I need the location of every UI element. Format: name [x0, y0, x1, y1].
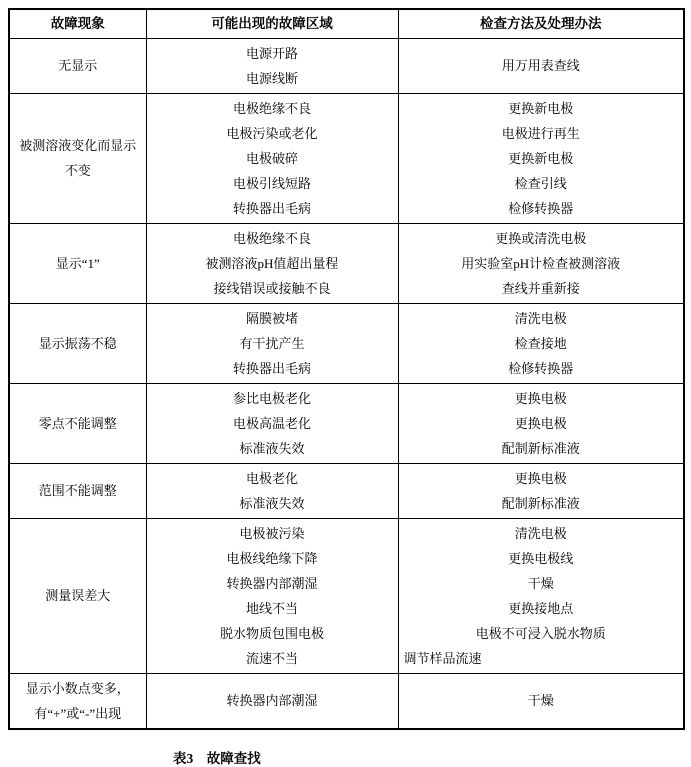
table-row	[9, 93, 684, 223]
areas-cell	[146, 303, 398, 383]
method-item: 配制新标准液	[501, 440, 580, 456]
area-item: 电极破碎	[245, 150, 298, 166]
table-row	[9, 303, 684, 383]
method-item: 更换电极	[514, 415, 567, 431]
area-item: 电极污染或老化	[226, 125, 318, 141]
method-item: 用实验室pH计检查被测溶液	[461, 255, 621, 271]
areas-cell	[146, 518, 398, 673]
method-item: 更换电极线	[508, 550, 574, 566]
phenomenon-cell	[9, 383, 146, 463]
area-item: 电源开路	[245, 45, 298, 61]
area-item: 电极绝缘不良	[232, 230, 311, 246]
phenomenon-text: 零点不能调整	[38, 415, 117, 431]
method-item: 更换或清洗电极	[495, 230, 587, 246]
area-item: 参比电极老化	[232, 390, 311, 406]
area-item: 接线错误或接触不良	[213, 280, 331, 296]
phenomenon-text: 范围不能调整	[38, 483, 117, 498]
methods-cell	[398, 383, 684, 463]
area-item: 地线不当	[245, 600, 298, 616]
method-item: 检修转换器	[508, 360, 574, 376]
table-row	[9, 383, 684, 463]
method-item: 检修转换器	[508, 200, 574, 216]
area-item: 标准液失效	[239, 440, 305, 456]
areas-cell	[146, 383, 398, 463]
method-item: 更换新电极	[508, 150, 574, 166]
area-item: 电极老化	[245, 470, 298, 486]
table-body	[9, 38, 684, 729]
method-item: 清洗电极	[514, 310, 567, 326]
method-item: 干燥	[527, 575, 554, 591]
area-item: 隔膜被堵	[245, 310, 298, 326]
areas-cell	[146, 93, 398, 223]
method-item: 清洗电极	[514, 525, 567, 541]
areas-cell	[146, 38, 398, 93]
method-item: 更换电极	[514, 390, 567, 406]
method-item: 检查引线	[514, 175, 567, 191]
area-item: 被测溶液pH值超出量程	[205, 255, 339, 271]
table-caption: 表3 故障查找	[173, 750, 261, 766]
method-item: 查线并重新接	[501, 280, 580, 296]
area-item: 有干扰产生	[239, 335, 305, 351]
phenomenon-text: 显示振荡不稳	[38, 335, 117, 351]
method-item: 检查接地	[514, 335, 567, 351]
methods-cell	[398, 38, 684, 93]
col-header-phenomenon: 故障现象	[9, 9, 146, 38]
area-item: 标准液失效	[239, 495, 305, 511]
fault-troubleshooting-table	[8, 8, 685, 730]
table-row	[9, 223, 684, 303]
phenomenon-text: 测量误差大	[45, 588, 111, 603]
table-header	[9, 9, 684, 38]
col-header-fault-area: 可能出现的故障区域	[146, 9, 398, 38]
header-row	[9, 9, 684, 38]
phenomenon-cell	[9, 673, 146, 729]
phenomenon-text: 显示“1”	[55, 255, 100, 271]
phenomenon-cell	[9, 303, 146, 383]
area-item: 转换器内部潮湿	[226, 693, 318, 708]
phenomenon-cell	[9, 518, 146, 673]
phenomenon-cell	[9, 223, 146, 303]
area-item: 电极高温老化	[232, 415, 311, 431]
area-item: 电极被污染	[239, 525, 305, 541]
method-item: 更换新电极	[508, 100, 574, 116]
method-item: 更换接地点	[508, 600, 574, 616]
table-row	[9, 38, 684, 93]
area-item: 电极线绝缘下降	[226, 550, 318, 566]
methods-cell	[398, 518, 684, 673]
areas-cell	[146, 463, 398, 518]
method-item: 干燥	[527, 693, 554, 708]
area-item: 转换器出毛病	[232, 200, 311, 216]
method-item: 配制新标准液	[501, 495, 580, 511]
phenomenon-text: 无显示	[58, 58, 98, 73]
method-item: 电极进行再生	[501, 125, 580, 141]
areas-cell	[146, 223, 398, 303]
methods-cell	[398, 673, 684, 729]
col-header-check-method: 检查方法及处理办法	[398, 9, 684, 38]
phenomenon-text: 被测溶液变化而显示不变	[19, 138, 137, 178]
phenomenon-cell	[9, 38, 146, 93]
phenomenon-cell	[9, 463, 146, 518]
area-item: 流速不当	[245, 650, 298, 666]
method-item: 用万用表查线	[501, 58, 580, 73]
table-row	[9, 463, 684, 518]
area-item: 转换器出毛病	[232, 360, 311, 376]
methods-cell	[398, 463, 684, 518]
table-row	[9, 673, 684, 729]
method-item: 电极不可浸入脱水物质	[475, 625, 606, 641]
areas-cell	[146, 673, 398, 729]
area-item: 脱水物质包围电极	[219, 625, 324, 641]
methods-cell	[398, 303, 684, 383]
area-item: 电源线断	[245, 70, 298, 86]
area-item: 电极引线短路	[232, 175, 311, 191]
method-item: 调节样品流速	[403, 650, 482, 666]
methods-cell	[398, 93, 684, 223]
phenomenon-cell	[9, 93, 146, 223]
table-row	[9, 518, 684, 673]
phenomenon-text: 显示小数点变多，有“+”或“-”出现	[25, 680, 130, 721]
method-item: 更换电极	[514, 470, 567, 486]
methods-cell	[398, 223, 684, 303]
area-item: 电极绝缘不良	[232, 100, 311, 116]
area-item: 转换器内部潮湿	[226, 575, 318, 591]
